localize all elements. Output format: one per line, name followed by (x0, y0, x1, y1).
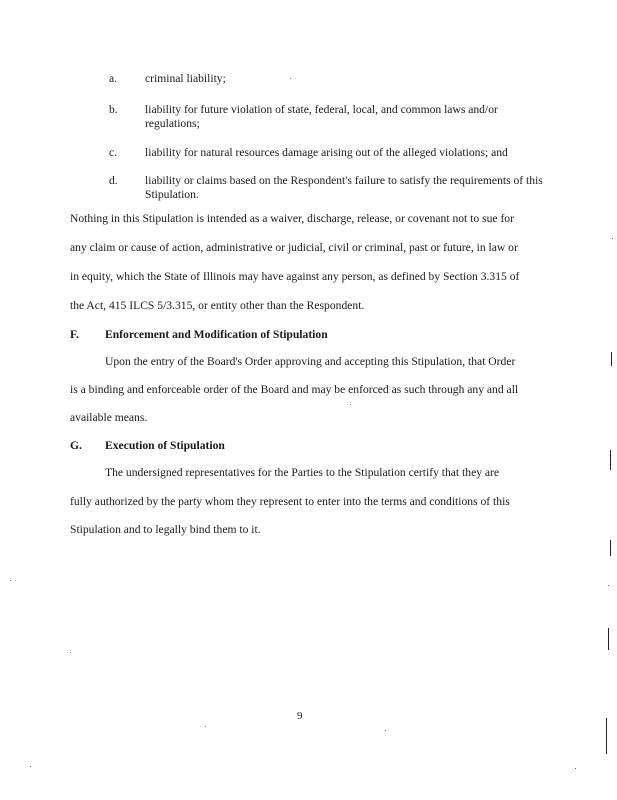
scan-artifact (290, 78, 291, 79)
list-item-text: criminal liability; (145, 72, 226, 85)
scan-artifact (608, 585, 609, 586)
scan-artifact (612, 238, 613, 239)
scan-artifact (30, 766, 31, 767)
scan-artifact (10, 580, 11, 581)
scan-artifact (350, 404, 351, 405)
list-item-text: liability for natural resources damage arising out of the alleged violations; and (145, 146, 508, 159)
paragraph-line: fully authorized by the party whom they represent to enter into the terms and conditions of this (70, 495, 510, 508)
scan-artifact (611, 352, 612, 366)
list-item-c (70, 146, 550, 160)
scan-artifact (606, 718, 607, 754)
scan-artifact (385, 730, 386, 731)
scan-artifact (610, 540, 611, 556)
paragraph-line: in equity, which the State of Illinois may have against any person, as defined by Section 3.315 of (70, 270, 520, 283)
page-number: 9 (297, 710, 303, 722)
section-letter: F. (70, 328, 79, 341)
list-item-b (70, 103, 550, 131)
list-marker: d. (109, 174, 118, 187)
scan-artifact (205, 726, 206, 727)
list-marker: c. (109, 146, 118, 159)
list-item-text: liability for future violation of state, federal, local, and common laws and/or regulations; (145, 103, 498, 130)
section-letter: G. (70, 439, 82, 452)
paragraph-line: the Act, 415 ILCS 5/3.315, or entity other than the Respondent. (70, 299, 365, 312)
paragraph-line: Upon the entry of the Board's Order approving and accepting this Stipulation, that Order (105, 355, 516, 368)
paragraph-line: Nothing in this Stipulation is intended as a waiver, discharge, release, or covenant not to sue for (70, 212, 514, 225)
list-marker: b. (109, 103, 118, 116)
list-item-text: liability or claims based on the Respondent's failure to satisfy the requirements of this Stipulation. (145, 174, 543, 201)
scan-artifact (610, 450, 611, 470)
paragraph-line: available means. (70, 411, 148, 424)
paragraph-line: Stipulation and to legally bind them to it. (70, 523, 261, 536)
list-marker: a. (109, 72, 118, 85)
list-item-d (70, 174, 550, 202)
list-item-a (70, 72, 550, 86)
paragraph-line: any claim or cause of action, administrative or judicial, civil or criminal, past or future, in law or (70, 241, 518, 254)
paragraph-line: is a binding and enforceable order of the Board and may be enforced as such through any and all (70, 383, 519, 396)
paragraph-line: The undersigned representatives for the Parties to the Stipulation certify that they are (105, 466, 500, 479)
section-title: Enforcement and Modification of Stipulation (105, 328, 328, 341)
scan-artifact (575, 768, 576, 769)
section-title: Execution of Stipulation (105, 439, 225, 452)
scan-artifact (608, 628, 609, 650)
scan-artifact (70, 652, 71, 653)
